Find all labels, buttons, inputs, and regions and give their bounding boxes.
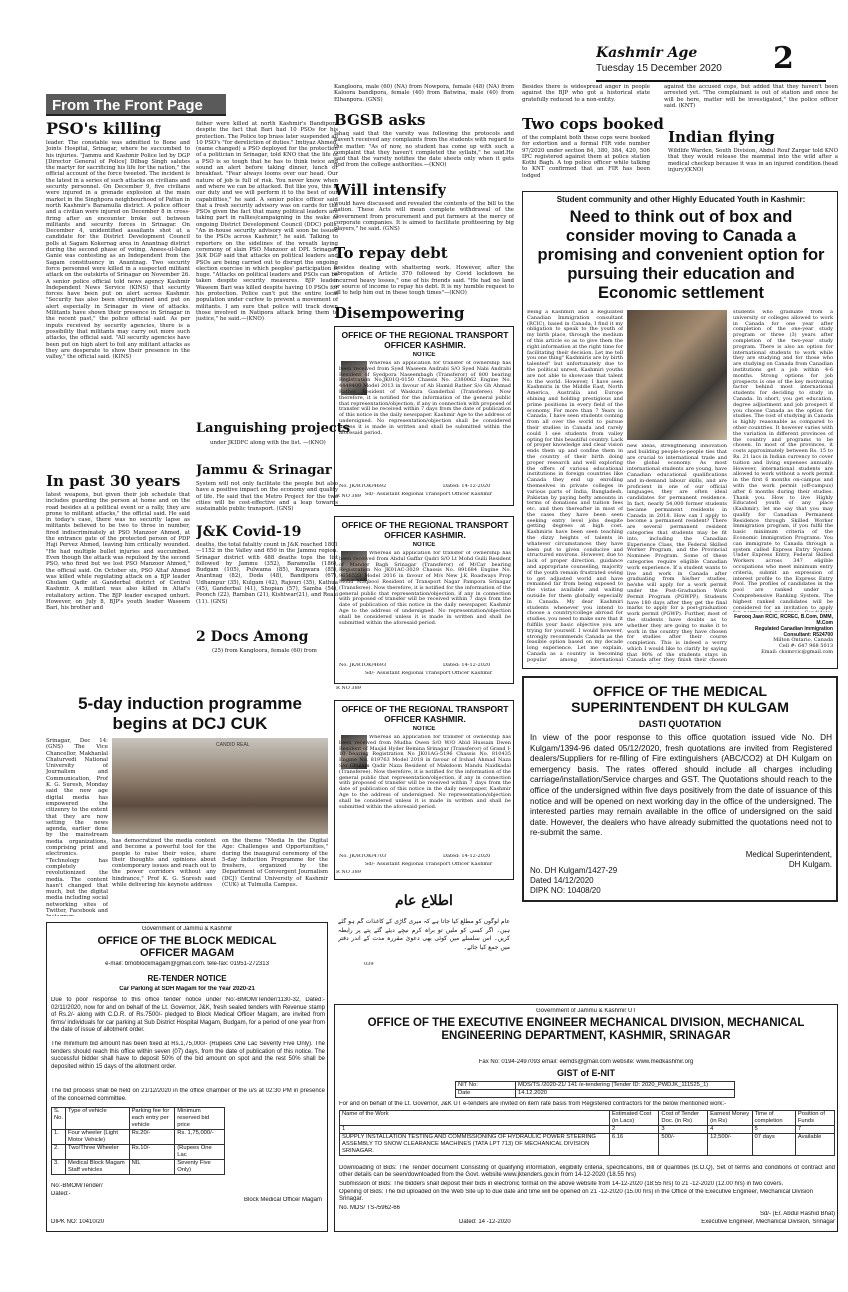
canada-col2: new ideas, strengthening innovation and building people-to-people ties that are crucial to international trade and the global economy. As most international students are young, have Canadian educational qualifications and in-demand labour skills, and are proficient in one of our official languages, they are often ideal candidates for permanent residence. In fact, nearly 54,000 former students became permanent residents in Canada in 2018. How can I apply to become a permanent resident? There are several permanent resident categories that students may be fit into, including the Canadian Experience Class, the Federal Skilled Worker Program, and the Provincial Nominee Program. Some of these categories require eligible Canadian work experience. If a student wants to live and work in Canada after graduating from his/her studies, he/she will apply for a work permit under the Post-Graduation Work Permit Program (PGWPP). Students have 180 days after they get the final marks to apply for a post-graduation work permit (PGWP). Further, most of the students have doubts as to whether they are going to make it to work in the country they have chosen for studies after their course completion. This is indeed a worry which I would like to clarify by saying that 90% of the students stays in Canada after they finish their chosen: [627, 444, 727, 664]
dasti-notice: OFFICE OF THE MEDICAL SUPERINTENDENT DH KULGAM DASTI QUOTATION In view of the poor response to this office quotation issued vide No. DH Kulgam/1394-96 dated 05/12/2020, fresh quotations are invited from Registered dealers/Suppliers for re-filling of Fire extinguishers (ABC/CO2) at DH Kulgam on emergency basis. The rates offered should include all charges including carriage/installation/Service charges and GST. The Quotations should reach to the office of the undersigned within five days positively from the date of issuance of this notice and will be opened on next working day in the office of the undersigned. The interested parties may remain available in the office of undersigned on the said date. However, the dealers who have already submitted the quotations need not to re-submit the same. Medical Superintendent, DH Kulgam. No. DH Kulgam/1427-29 Dated 14/12/2020 DIPK NO: 10408/20: [522, 676, 838, 902]
indian-body: Wildlife Warden, South Division, Abdul Rouf Zargar told KNO that they would release the mammal into the wild after a medical checkup because it was in an injured condition.(head injury)(KNO): [668, 148, 838, 173]
table-row: SUPPLY INSTALLATION TESTING AND COMMISSIONING OF HYDRAULIC POWER STEERING ASSEMBLY TO SNOW CLEARANCE MACHINES (TATA LPT 713) OF MECHANICAL DIVISION SRINAGAR. 6.16 500/- 12,500/- 07 days Available: [340, 1134, 835, 1156]
induction-col3: on the theme "Media In the Digital Age: Challenges and Opportunities," during the inaugural ceremony of the 5-day Induction Programme for the freshers, organized by the Department of Convergent Journalism (DCJ) Central University of Kashmir (CUK) at Tulmulla Campus.: [222, 838, 328, 889]
rto-notice-1: OFFICE OF THE REGIONAL TRANSPORT OFFICER KASHMIR. NOTICE Whereas an application for transfer of ownership has been received from Syed Waseem Andrabi S/O Syed Nabi Andrabi Resident of Syedpora Naseembagh (Transferor) of 800 bearing Registration No.JK01Q-0150 Chassis No. 2380062 Engine No. 4449400 Model 2013 in favour of Ab Hamid Rather S/o Gh Ahmad Rather Resident of Waskura Ganderbal (Transferee). Now therefore, it is notified for the information of the general public that representation/objection, if any in connection with proposed of transfer will be received within 7 days from the date of publication of this notice in the daily newspaper. Kashmir Age to the address of undersigned. No representation/objection shall be considered unless it is made in written and shall be submitted within the aforesaid period. No. JK/RTOK/4692 Dated: 14-12-2020 Sd/- Assistant Regional Transport Officer Kashmir: [334, 326, 514, 506]
intensify-body: would have discussed and revealed the contents of the bill to the nation. These Acts will mean complete withdrawal of the Government from procurement and put farmers at the mercy of corporate companies. It is aimed to facilitate profiteering by big players," he said. (GNS): [334, 201, 514, 233]
languishing-headline: Languishing projects: [196, 422, 351, 435]
languishing-body: under JKIDFC along with the list. —(KNO): [210, 440, 326, 446]
past30-headline: In past 30 years: [46, 474, 181, 489]
rto-rno-3: R NO 389: [336, 870, 361, 875]
mech-notice: Government of Jammu & Kashmir UT OFFICE OF THE EXECUTIVE ENGINEER MECHANICAL DIVISION, MECHANICAL ENGINEERING DEPARTMENT, KASHMIR, SRINAGAR Fax No: 0194-2497093 email: eemds@gmail.com website: www.medkashmir.org GIST of E-NIT NIT No: MDS/TS /2020-21/ 141 /e-tendering (Tender ID: 2020_PWDJK_111525_1) Date 14.12.2020 For and on behalf of the Lt. Governor, J&K UT e-tenders are invited on item rate basis from Registered contractors for the below mentioned work:- Name of the Work Estimated Cost (in Lacs) Cost of Tender Doc. (in Rs) Earnest Money (in Rs) Time of completion Position of Funds 1 2 3 4 5 7 SUPPLY INSTALLATION TESTING AND COMMISSIONING OF HYDRAULIC POWER STEERING ASSEMBLY TO SNOW CLEARANCE MACHINES (TATA LPT 713) OF MECHANICAL DIVISION SRINAGAR. 6.16 500/- 12,500/- 07 days Available Downloading of Bids: The Tender document Consisting of qualifying information, eligibility criteria, specifications, Bill of quantities (B.O.Q), Set of terms and conditions of contract and other details can be seen/downloaded from the Govt. website www.jktenders.gov.in from 14-12-2020 (18.55 hrs) Submission of Bids: The bidders shall deposit their bids in electronic format on the above website from 14-12-2020 (18:55 hrs) to 21 -12-2020 (12.00 hrs) in two covers. Opening of Bids: The bid uploaded on the Web Site up to due date and time will be opened on 21 -12-2020 (15.00 hrs) in the Office of the Executive Engineer, Mechanical Division Srinagar. No. MDS/ TS-/5962-66 Dated: 14 -12-2020 Sd/- (Er. Abdul Rashid Bhat) Executive Engineer, Mechanical Division, Srinagar: [334, 1004, 838, 1232]
masthead: [596, 44, 836, 78]
page-number: 2: [773, 44, 794, 74]
rto-notice-3: OFFICE OF THE REGIONAL TRANSPORT OFFICER KASHMIR. NOTICE Whereas an application for transfer of ownership has been received from Mudha Owen S/O W/O Abid Hussain Dwen Resident of Masjid Hyder Bemina Srinagar (Transferor) of Grand I-10 bearing Registration No JK01AG-5196 Chassis No. 810435 Engine No. 819763 Model 2018 in favour of Irshad Ahmad Naza S/o Ghulam Qadir Naza Resident of Makdoom Mandu Naidkadal (Transferee). Now therefore, it is notified for the information of the general public that representation/objection, if any in connection with proposed of transfer will be received within 7 days from the date of publication of this notice in the daily newspaper, Kashmir Age to the address of undersigned. No representation/objection shall be considered unless it is made in written and shall be submitted within the aforesaid period. No. JK/RTOK/4703 Dated: 14-12-2020 Sd/- Assistant Regional Transport Officer Kashmir: [334, 700, 514, 880]
rto-notice-2: OFFICE OF THE REGIONAL TRANSPORT OFFICER KASHMIR. NOTICE Whereas an application for transfer of ownership has been received from Abdul Gaffar Qadri S/O Lt Mohd Gulli Resident of Mander Bagh Srinagar (Transferor) of M/Car bearing Registration No JK01AC-3029 Chassis No. 891684 Engine No. 9656523 Model 2016 in favour of M/s New J.K Roadways Prop Mohd Maqbool Resident of Transport Nagar Pampora Srinagar (Transferee). Now therefore, it is notified for the information of the general public that representation/objection, if any in connection with proposed of transfer will be received within 7 days from the date of publication of this notice in the daily newspaper, Kashmir Age to the address of undersigned. No representation/objection shall be considered unless it is made in written and shall be submitted within the aforesaid period. No. JK/RTOK/4693 Dated: 14-12-2020 Sd/- Assistant Regional Transport Officer Kashmir: [334, 516, 514, 684]
nit-table: NIT No: MDS/TS /2020-21/ 141 /e-tendering (Tender ID: 2020_PWDJK_111525_1) Date 14.12.2020: [455, 1081, 735, 1098]
indian-headline: Indian flying: [668, 130, 775, 145]
indian-lead: against the accused cops, but added that they haven't been arrested yet. "The complainant is out of station and once he will be here, matter will be investigated," the police officer said. (KNT): [664, 84, 838, 109]
induction-col2: has democratized the media content and become a powerful tool for the people to raise their voice, share their thoughts and opinions about contemporary issues and reach out to the power corridors without any hindrance," Prof K. G. Suresh said while delivering his keynote address: [112, 838, 216, 889]
canada-col1: Being a Kashmiri and a Regulated Canadian Immigration consultant (RCIC), based in Canada, I find it my obligation to speak to the youth of my birth place, through the medium of this article so as to give them the right information at the right time for facilitating their decision. Let me tell you one thing" Kashmiris are by birth talented" but unfortunately due to the political unrest, Kashmiri youths are not able to showcase that talent to the world. However, I have seen Kashmiris in the Middle East, North America, Australia and Europe shining and holding prestigious and prime positions in every field of the economy. For more than 7 Years in Canada, I have seen students coming from all over the world to pursue their studies in Canada and rarely could I see students from valley opting for this beautiful country. Lack of proper knowledge and clear vision ends them up and confine them in the country of their birth doing proper research and well exploring the offers of various educational institutions in foreign countries like Canada they end up enrolling themselves in private colleges in various parts of India, Bangladesh, Pakistan by paying hefty amounts in terms of donations and tuition fees etc. and then thereafter in most of the cases they have been seen seeking entry level jobs despite getting degrees at high cost. Kashmiris have been seen teaching the dizzy heights of talents in whatever circumstances they have been put to given conducive and structured environs. However, due to lack of proper direction, guidance and appropriate counseling, majority of the youth remain frustrated owing to get adjusted world and have remained far from being exposed to the vistas available and waiting outside for them globally especially in Canada. My dear Kashmiri students whenever you intend to choose a country/college abroad for studies, you need to make sure that it fulfills your basic objective you are trying for yourself. I would however, strongly recommends Canada as the feasible option based on my decade long experience. Let me explain, Canada as a country is becoming popular among international: [527, 310, 623, 663]
author-photo: [627, 310, 727, 440]
table-row: 1 2 3 4 5 7: [340, 1126, 835, 1134]
cops-body: of the complaint both these cops were booked for extortion and a formal FIR vide number 97/2020 under section 84, 380, 384, 420, 506 IPC registered against them at police station Kothi Bagh. A top police officer while talking to KNT confirmed that an FIR has been lodged: [522, 135, 650, 179]
canada-col3: students who graduate from a university or colleges allowed to work in Canada for one year after completion of the one-year study program or three (3) years after completion of the two-year study program. There is also an option for international students to work while they are studying and for those who are studying on Canada from Canadian institutions get a job within 4-6 months. Strong options for job prospects is one of the key motivating factor behind most international students for deciding to study in Canada. In short, you get education, degree adjustment and job prospect if you choose Canada as the option for studies. The cost of studying in Canada is highly reasonable as compared to other countries. It however varies with the variation in different provinces of the country and programs to be chosen. In most of the provinces, it costs approximately between Rs. 15 to Rs. 21 lacs in Indian currency to cover tuition and living expenses annually. However, international students are allowed to work without a work permit in the first 6 months on-campus and with the work permit (off-campus) after 6 months during their studies. Thank you. How to live Highly Educated youth of any place (Kashmir), let me say that you may qualify for Canadian Permanent Residence through Skilled Worker Immigration program, if you fulfil the basic minimum criteria of the Economic Immigration Programs. You can immigrate to Canada through a system called Express Entry System. Under Express Entry, Federal Skilled Workers across 347 eligible occupations who meet minimum entry criteria, submit an expression of interest profile to the Express Entry Pool. The profiles of candidates in the pool are ranked under a Comprehensive Ranking System. The highest ranked candidates will be considered for an invitation to apply: [733, 310, 833, 611]
repay-body: besides dealing with shattering work. However, after the abrogation of Article 370 followed by Covid lockdown he incurred heavy losses," one of his friends said. "He had no land or source of income to repay his debt. It is my humble request to all to help him out in these tough times"—(KNO): [334, 265, 514, 297]
pso-body-col2: father were killed at north Kashmir's Bandipora despite the fact that Bari had 10 PSOs for his protection. The Police top brass later suspended all 10 PSO's "for dereliction of duties." Imtiyaz Ahmed, (name changed) a PSO deployed for the protection of a politician in Srinagar, told KNO that the life of a PSO is so tough that he has to think twice and sound an alert before taking dinner, lunch or breakfast. "Fear always looms over our head. Our nature of job is full of risk. You never know when and where we can be attacked. But like you, this is our duty and we will perform it to the best of our capabilities," he said. A senior police officer said that a fresh security advisory was on cards for the PSOs given the fact that many political leaders are taking part in rallies/campaigning in the wake of ongoing District Development Council (DDC) polls. "An in-house security advisory will soon be issued to the PSOs across Kashmir," he said. Talking to reporters on the sidelines of the wreath laying ceremony of slain PSO Manzoor at DPL Srinagar, J&K DGP said that attacks on political leaders and PSOs are being carried out to disrupt the ongoing election exercise in which peoples' participation is huge. "Attacks on political leaders and PSOs can be taken despite security measures. BJP leader Waseem Bari was killed despite having 10 PSOs for his protection. Police can't put the entire local population under curfew to prevent a movement of militants. I am sure that police will track down those involved in Natipora attack bring them to justice," he said.—(KNO): [196, 121, 338, 323]
rto-rno-2: R NO 389: [336, 686, 361, 691]
bmo-notice: Government of Jammu & Kashmir OFFICE OF THE BLOCK MEDICAL OFFICER MAGAM e-mail: bmoblockmagam@gmail.com. tele-fax: 01951-272313 RE-TENDER NOTICE Car Parking at SDH Magam for the Year 2020-21 Due to poor response to this office tender notice under No:-BMOM/Tender/1130-32, Dated:- 02/11/2020, now for and on behalf of the Lt. Governor, J&K, fresh sealed tenders with Revenue stamp of Rs.2/- along with C.D.R. of Rs.7500/- pledged to Block Medical Officer Magam, are invited from firms/ individuals for car parking at Sub District Hospital Magam, Budgam, for a period of one year from the date of issue of allotment order. The minimum bid amount has been fixed at Rs.1,75,000/- (Rupees One Lac Seventy Five Only). The tenders should reach this office within seven (07) days, from the date of publication of this notice. The successful bidder shall have to deposit 50% of the bid amount on spot and the rest 50% shall be deposited within 15 days of the allotment order. The bid process shall be held on 21/12/2020 in the office chamber of the u/s at 02:30 PM in presence of the concerned committee. S. No. Type of vehicle Parking fee for each entry per vehicle Minimum reserved bid price 1. Four wheeler (Light Motor Vehicle) Rs.20/- Rs. 1,75,000/- 2. Two/Three Wheeler Rs.10/- (Rupees One Lac 3. Medical Block Magam Staff vehicles NIL Seventy Five Only) No:-BMOM/Tender/ Dated:- Block Medical Officer Magam DIPK NO: 10410/20: [46, 922, 328, 1232]
disempowering-body: Besides there is widespread anger in people against the BJP who got a historical state gratefully reduced to a non-entity.: [522, 84, 650, 103]
covid-body: deaths, the total fatality count in J&K reached 1801—1152 in the Valley and 650 in the Jammu region. Srinagar district with 488 deaths tops the list followed by Jammu (352), Baramulla (186), Budgam (105), Pulwama (85), Kupwara (85), Anantnag (82), Doda (48), Bandipora (67), Udhampur (35), Kulgam (42), Rajouri (35), Kathua (45), Ganderbal (41), Shopian (57), Samba (54), Poonch (22), Ramban (21), Kishtwar(21), and Reasi (11). (GNS): [196, 542, 338, 605]
jammu-headline: Jammu & Srinagar: [196, 464, 332, 477]
urdu-notice: اطلاع عام عام لوگوں کو مطلع کیا جاتا ہے کہ میری گاڑی کے کاغذات گم ہو گئے ہیں۔ اگر کسی کو ملیں تو براہ کرم نیچے دیئے گئے پتے پر رابطہ کریں۔ اس سلسلے میں کوئی بھی دعویٰ مقررہ مدت کے اندر دفتر میں جمع کیا جائے۔ 039: [338, 894, 510, 967]
table-row: 3. Medical Block Magam Staff vehicles NIL Seventy Five Only): [52, 1160, 225, 1175]
repay-headline: To repay debt: [334, 246, 448, 261]
covid-headline: J&K Covid-19: [196, 525, 302, 539]
rto-rno-1: R NO 389: [336, 494, 361, 499]
docs-headline: 2 Docs Among: [196, 630, 309, 644]
intensify-headline: Will intensify: [334, 183, 447, 198]
table-header: Name of the Work Estimated Cost (in Lacs) Cost of Tender Doc. (in Rs) Earnest Money (in Rs) Time of completion Position of Funds: [340, 1111, 835, 1126]
table-row: 1. Four wheeler (Light Motor Vehicle) Rs.20/- Rs. 1,75,000/-: [52, 1130, 225, 1145]
pso-headline: PSO's killing: [46, 121, 162, 137]
section-banner: From The Front Page: [46, 94, 226, 116]
canada-kicker: Student community and other Highly Educated Youth in Kashmir:: [556, 196, 806, 204]
paper-name: Kashmir Age: [596, 46, 698, 60]
bgsb-headline: BGSB asks: [334, 113, 426, 128]
jammu-body: System will not only facilitate the people but also have a positive impact on the economy and quality of life. He said that the Metro Project for the two cities will be cost-effective and a leap towards sustainable public transport. (GNS): [196, 481, 338, 513]
canada-signature: Farooq Jaan RCIC, RCREC, B.Com, DMM, M.Com Regulated Canadian Immigration Consultant: R524700 Milton Ontario, Canada Cell #: 647 968 5013 Email: cksmrcic@gmail.com: [734, 614, 833, 655]
canada-feature: [522, 191, 838, 669]
past30-body: latest weapons, but given their job schedule that includes guarding the person at home and on the road besides at a political event or a rally, they are prone to militant attacks," the official said. He said in today's case, there was no security lapse as militants believed to be two to three in number, fired indiscriminately at PSO Manzoor Ahmed, at the entrance gate of the protected person of PDP Haji Pervez Ahmed, leaving him critically wounded. "He had multiple bullet injuries and succumbed. Even though the attack was repulsed by the second PSO, who fired but we lost PSO Manzoor Ahmed," the official said. On October six, PSO Altaf Ahmed was killed while regulating attack on a BJP leader Ghulam Qadir at Ganderbal district of Central Kashmir. A militant was also killed in Altaf's retaliatory action. The BJP leader escaped unhurt. However, on July 8, BJP's youth leader Waseem Bari, his brother and: [46, 492, 190, 612]
induction-headline: 5-day induction programme begins at DCJ CUK: [78, 694, 302, 733]
table-row: 2. Two/Three Wheeler Rs.10/- (Rupees One Lac: [52, 1145, 225, 1160]
masthead-rule: [596, 80, 826, 82]
pso-body-col1: leader. The constable was admitted to Bone and Joints Hospital, Srinagar, where he succumbed to his injuries. "Jammu and Kashmir Police led by DGP [Director General of Police] Dilbag Singh salutes the martyr for sacrificing his life for the nation," the official account of the force tweeted. The incident is the latest in a series of such attacks on civilians and security personnel. On December 9, five civilians were injured in a grenade explosion at the main market in the Singhpora neighbourhood of Pattan in north Kashmir's Baramulla district. A police officer and a civilian were injured on December 8 in cross-firing after an encounter broke out between militants and security forces in Srinagar. On December 4, unidentified assailants shot at a candidate for the District Development Council polls at Sagam Kokernag area in Anantnag district during the second phase of voting. Anees-ul-Islam Ganie was contesting as an Independent from the Sagam constituency in Anantnag. Two security force personnel were killed in a suspected militant attack on the outskirts of Srinagar on November 26. A senior police official told news agency Kashmir Independent News Service (KINS) that security forces have been put on alert across Kashmir. "Security has also been strengthened and put on alert especially in Srinagar in view of attacks. Militants have shown their presence in Srinagar in the recent past," the police official said. As per inputs received by security agencies, there is a possibility that militants may carry out more such attacks, the official said. "All security agencies have been put on high alert to foil any militant attacks as they are desperate to show their presence in the valley," the official said. (KINS): [46, 140, 190, 361]
induction-photo: CANDID REAL: [112, 738, 328, 834]
docs-body: (25) from Kangloora, female (60) from: [212, 648, 317, 654]
table-header: S. No. Type of vehicle Parking fee for each entry per vehicle Minimum reserved bid price: [52, 1108, 225, 1130]
bgsb-body: Ishaq said that the varsity was following the protocols and haven't received any complaints from the students with regard to the matter. "As of now, no student has come up with such a complaint that they haven't completed the syllabi," he said.He said that the varsity notifies the date sheets only when it gets nod from the college authorities.—(KNO): [334, 131, 514, 169]
disempowering-headline: Disempowering: [334, 306, 465, 321]
bgsb-lead: Kangloora, male (60) (NA) from Nowpora, female (48) (NA) from Kaloora bandipora, female (40) from Batwina, male (40) from Elhanpora. (GNS): [334, 84, 514, 103]
induction-col1: Srinagar, Dec 14: (GNS) The Vice Chancellor, Makhanlal Chaturvedi National University of Journalism and Communication, Prof K. G. Suresh, Monday said the new age digital media has empowered the citizenry to the extent that they are now setting the news agenda, earlier done by the mainstream media organizations, comprising print and electronics. "Technology has completely revolutionized the media. The content hasn't changed that much, but the digital media including social networking sites of Twitter, Facebook and: [46, 738, 108, 915]
issue-date: Tuesday 15 December 2020: [596, 63, 722, 74]
canada-headline: Need to think out of box and consider moving to Canada a promising and convenient option for pursuing their education and Economic settlement: [537, 208, 825, 302]
bmo-table: [51, 1107, 225, 1175]
cops-headline: Two cops booked: [522, 117, 664, 132]
work-table: [339, 1110, 835, 1156]
